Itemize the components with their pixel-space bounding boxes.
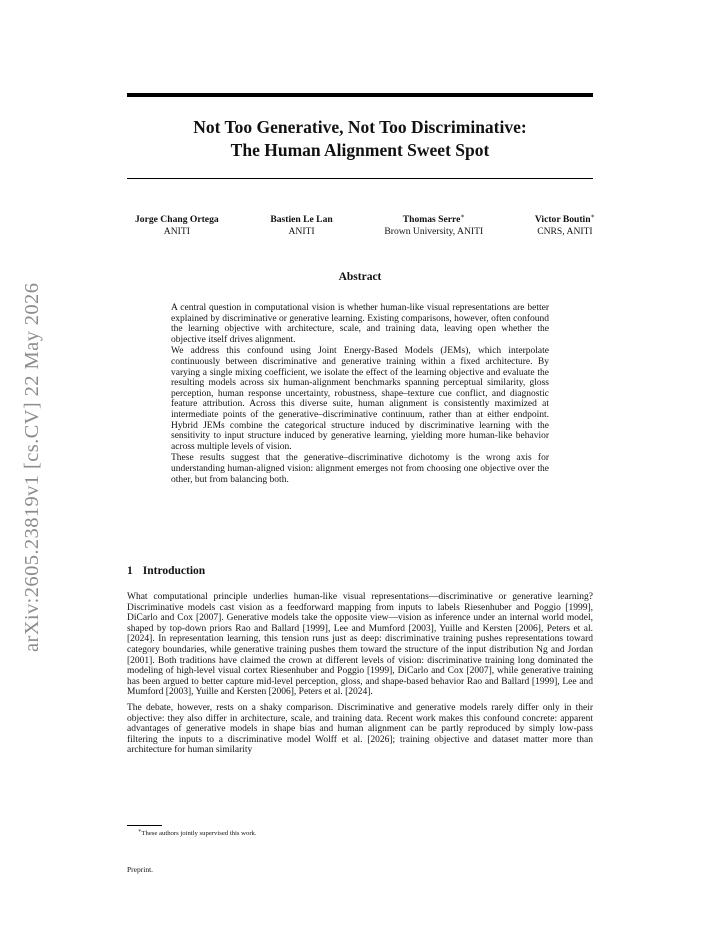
author-name: Bastien Le Lan <box>270 214 333 226</box>
author-block <box>135 211 219 238</box>
author-mark: ∗ <box>590 213 595 220</box>
footnote <box>138 828 257 837</box>
footnote-mark: ∗ <box>138 829 142 834</box>
footnote-text: These authors jointly supervised this work. <box>141 830 257 838</box>
arxiv-identifier: arXiv:2605.23819v1 [cs.CV] 22 May 2026 <box>21 282 43 652</box>
section-heading <box>127 565 205 577</box>
abstract-paragraph: These results suggest that the generative–discriminative dichotomy is the wrong axis for understanding human-aligned vision: alignment emerges not from choosing one objective over the other, but from balancing both. <box>171 453 549 485</box>
body-paragraph: The debate, however, rests on a shaky comparison. Discriminative and generative models rarely differ only in their objective: they also differ in architecture, scale, and training data. Recent work makes this confound concrete: apparent advantages of generative models in shape bias and human alignment can be partly reproduced by simply low-pass filtering the inputs to a discriminative model Wolff et al. [2026]; training objective and dataset matter more than architecture for human similarity <box>127 702 593 756</box>
introduction-body <box>127 592 593 761</box>
section-title: Introduction <box>142 565 206 577</box>
author-affiliation: Brown University, ANITI <box>384 226 484 238</box>
author-affiliation: CNRS, ANITI <box>537 226 593 238</box>
footnote-rule <box>127 825 162 826</box>
author-name: Thomas Serre <box>402 214 461 226</box>
abstract-paragraph: We address this confound using Joint Energy-Based Models (JEMs), which interpolate continuously between discriminative and generative training within a fixed architecture. By varying a single mixing coefficient, we isolate the effect of the learning objective and evaluate the resulting models across six human-alignment benchmarks spanning perceptual similarity, gloss perception, human response uncertainty, robustness, shape–texture cue conflict, and diagnostic feature attribution. Across this diverse suite, human alignment is consistently maximized at intermediate points of the generative–discriminative continuum, rather than at either endpoint. Hybrid JEMs combine the categorical structure induced by discriminative learning with the sensitivity to input structure induced by generative learning, yielding more human-like behavior across multiple levels of vision. <box>171 346 549 452</box>
author-affiliation: ANITI <box>288 226 315 238</box>
preprint-label: Preprint. <box>127 865 154 874</box>
title-bottom-rule <box>127 178 593 179</box>
author-block <box>270 211 332 238</box>
author-block <box>384 211 483 238</box>
abstract-heading: Abstract <box>338 271 382 283</box>
body-paragraph: What computational principle underlies human-like visual representations—discriminative or generative learning? Discriminative models cast vision as a feedforward mapping from inputs to labels Riesenhuber and Poggio [1999], DiCarlo and Cox [2007]. Generative models take the opposite view—vision as inference under an internal world model, shaped by top-down priors Rao and Ballard [1999], Lee and Mumford [2003], Yuille and Kersten [2006], Peters et al. [2024]. In representation learning, this tension runs just as deep: discriminative training pushes representations toward category boundaries, while generative training pushes them toward the structure of the input distribution Ng and Jordan [2001]. Both traditions have claimed the crown at different levels of vision: discriminative training long dominated the modeling of high-level visual cortex Riesenhuber and Poggio [1999], DiCarlo and Cox [2007], while generative training has been argued to better capture mid-level perception, gloss, and shape-based behavior Rao and Ballard [1999], Lee and Mumford [2003], Yuille and Kersten [2006], Peters et al. [2024]. <box>127 592 593 698</box>
author-name: Jorge Chang Ortega <box>135 214 219 226</box>
author-list <box>135 211 595 238</box>
title-line-2: The Human Alignment Sweet Spot <box>230 140 490 160</box>
title-top-rule <box>127 93 593 97</box>
author-mark: ∗ <box>460 213 465 220</box>
abstract-paragraph: A central question in computational vision is whether human-like visual representations are better explained by discriminative or generative learning. Existing comparisons, however, often confound the learning objective with architecture, scale, and training data, leaving open whether the objective itself drives alignment. <box>171 303 549 345</box>
author-affiliation: ANITI <box>163 226 190 238</box>
section-number: 1 <box>127 565 133 577</box>
author-block <box>535 211 595 238</box>
title-line-1: Not Too Generative, Not Too Discriminative: <box>193 117 527 137</box>
paper-title <box>127 116 593 162</box>
abstract-body <box>171 303 549 486</box>
author-name: Victor Boutin <box>534 214 591 226</box>
